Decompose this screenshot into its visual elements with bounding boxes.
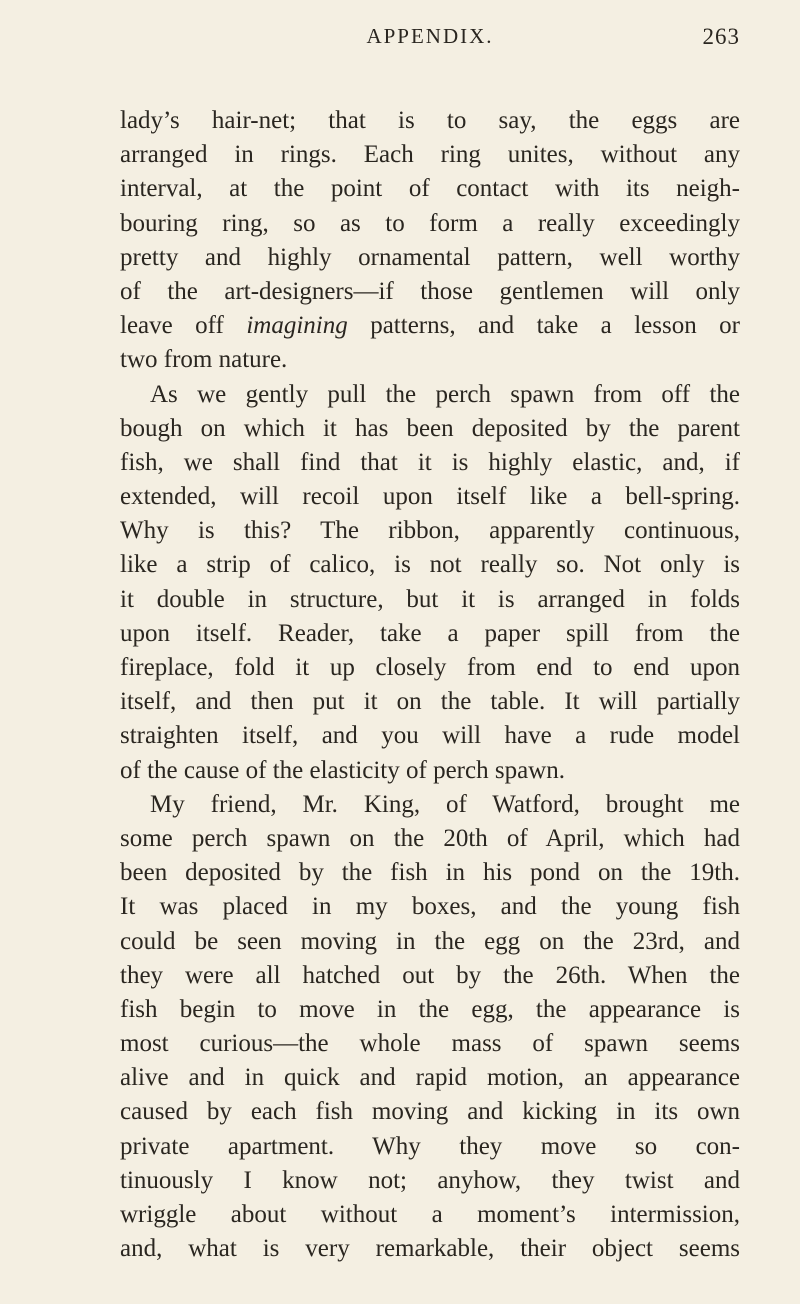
text-line: arranged in rings. Each ring unites, without any: [120, 141, 740, 169]
text-line: upon itself. Reader, take a paper spill from the: [120, 619, 740, 647]
text-line: bough on which it has been deposited by the parent: [120, 414, 740, 442]
text-line: and, what is very remarkable, their object seems: [120, 1235, 740, 1263]
text-line: fireplace, fold it up closely from end to end upon: [120, 654, 740, 681]
text-line: lady’s hair-net; that is to say, the eggs are: [120, 107, 740, 134]
text-line: most curious—the whole mass of spawn seems: [120, 1030, 740, 1058]
text-line: private apartment. Why they move so con-: [120, 1132, 740, 1160]
text-line: they were all hatched out by the 26th. When the: [120, 961, 740, 989]
running-head: APPENDIX.: [366, 24, 494, 48]
text-line: It was placed in my boxes, and the young fish: [120, 893, 740, 921]
text-line: tinuously I know not; anyhow, they twist and: [120, 1166, 740, 1194]
paragraph-start-line: As we gently pull the perch spawn from off the: [150, 380, 740, 408]
text-line: it double in structure, but it is arranged in folds: [120, 585, 740, 613]
text-line: itself, and then put it on the table. It will partially: [120, 688, 740, 716]
text-line: could be seen moving in the egg on the 23rd, and: [120, 927, 740, 955]
paragraph-end-line: of the cause of the elasticity of perch spawn.: [120, 756, 565, 784]
text-run: leave off: [120, 312, 247, 340]
paragraph-end-line: two from nature.: [120, 346, 288, 374]
text-line: wriggle about without a moment’s intermission,: [120, 1201, 740, 1228]
text-line: of the art-designers—if those gentlemen will only: [120, 277, 740, 305]
text-line: some perch spawn on the 20th of April, which had: [120, 824, 740, 852]
text-line: Why is this? The ribbon, apparently continuous,: [120, 517, 740, 545]
text-line: [120, 309, 740, 343]
text-line: pretty and highly ornamental pattern, well worthy: [120, 243, 740, 271]
text-line: caused by each fish moving and kicking in its own: [120, 1098, 740, 1126]
text-line: bouring ring, so as to form a really exceedingly: [120, 209, 740, 237]
page-header: [120, 24, 740, 68]
text-line: extended, will recoil upon itself like a bell-spring.: [120, 483, 740, 511]
text-line: been deposited by the fish in his pond on the 19th.: [120, 859, 740, 887]
text-line: like a strip of calico, is not really so. Not only is: [120, 551, 740, 579]
paragraph-start-line: My friend, Mr. King, of Watford, brought me: [150, 790, 740, 818]
text-line: interval, at the point of contact with its neigh-: [120, 175, 740, 203]
italic-word: imagining: [246, 312, 348, 340]
page-number: 263: [702, 24, 740, 49]
text-line: fish begin to move in the egg, the appearance is: [120, 995, 740, 1023]
text-line: alive and in quick and rapid motion, an appearance: [120, 1064, 740, 1092]
text-line: fish, we shall find that it is highly elastic, and, if: [120, 448, 740, 476]
body-text: [120, 104, 740, 1266]
text-line: straighten itself, and you will have a rude model: [120, 722, 740, 750]
text-run: patterns, and take a lesson or: [347, 312, 740, 340]
